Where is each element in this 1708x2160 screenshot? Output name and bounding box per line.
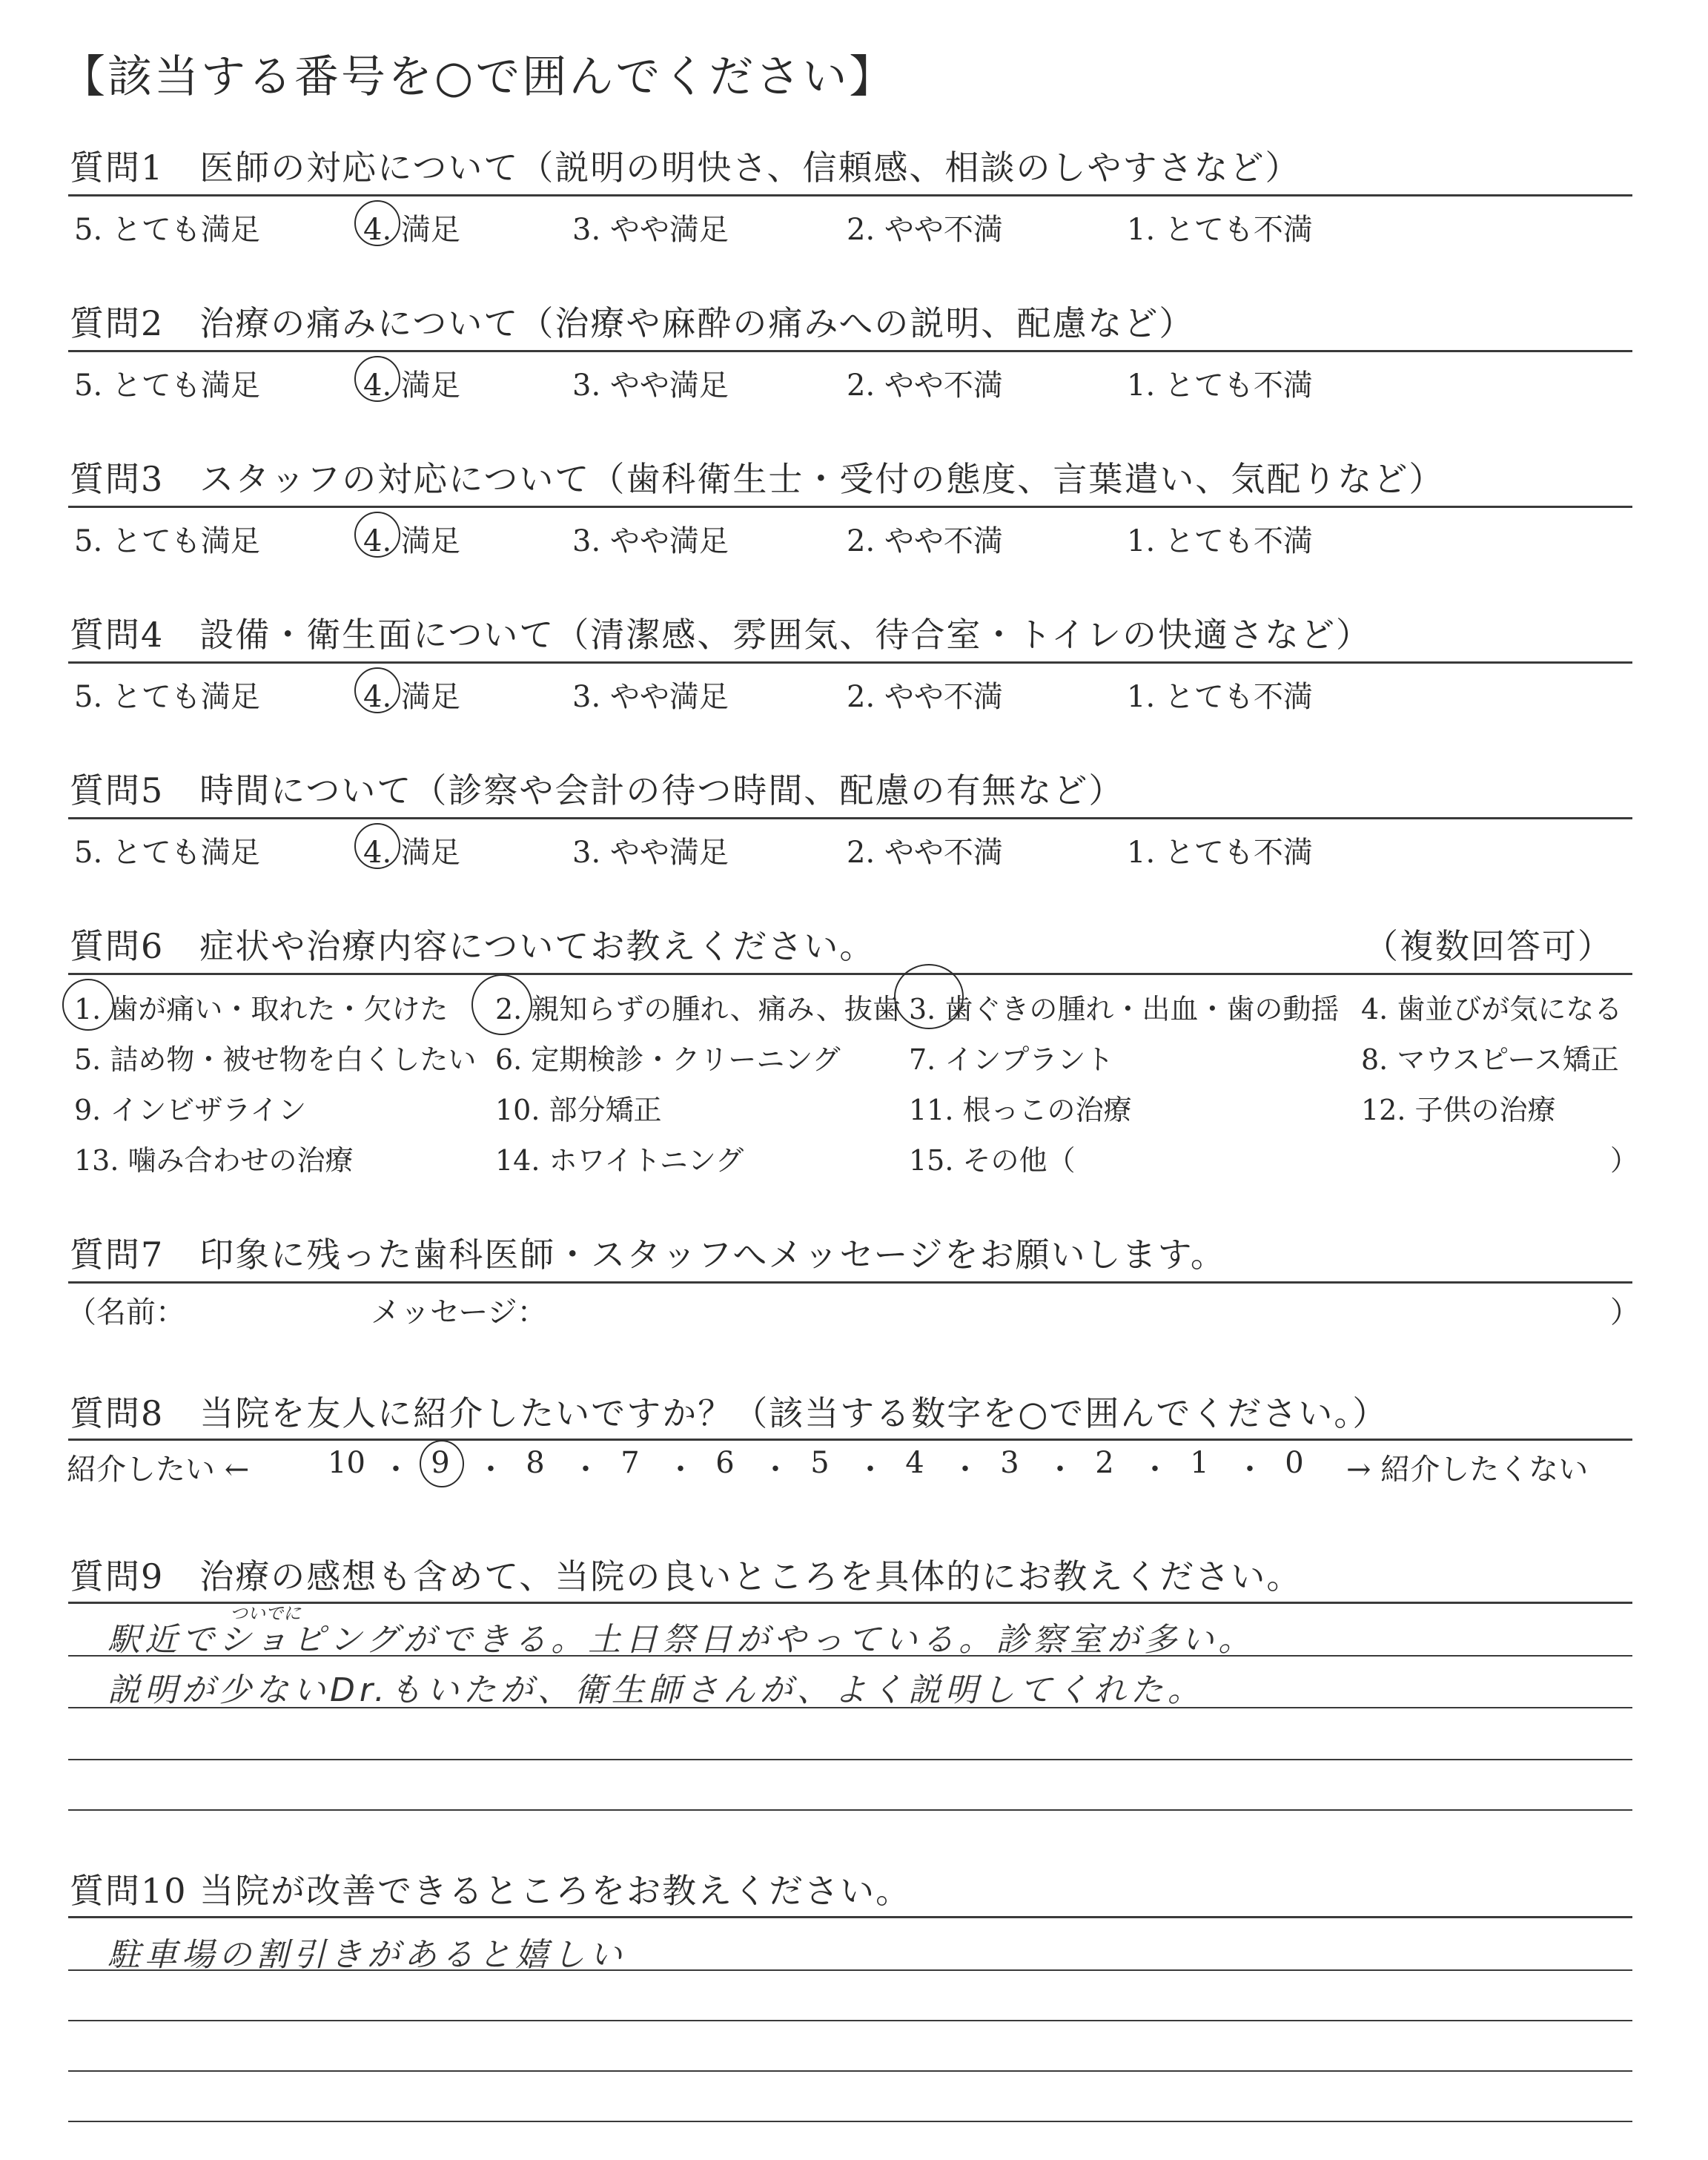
question-10-title: 質問10 当院が改善できるところをお教えください。: [70, 1871, 912, 1911]
q1-option-4[interactable]: 4. 満足: [363, 213, 460, 247]
q10-line-4: [68, 2070, 1632, 2072]
q1-option-3[interactable]: 3. やや満足: [572, 213, 729, 247]
question-2-rule: [68, 350, 1632, 352]
q6-other-close: ）: [1610, 1144, 1639, 1177]
question-2-title: 質問2 治療の痛みについて（治療や麻酔の痛みへの説明、配慮など）: [70, 303, 1195, 343]
question-6-note: （複数回答可）: [1364, 926, 1613, 966]
q2-selection-circle: [354, 356, 400, 402]
q10-line-3: [68, 2020, 1632, 2021]
q8-scale-1[interactable]: 1: [1190, 1446, 1209, 1480]
q4-option-4[interactable]: 4. 満足: [363, 680, 460, 714]
q8-separator-dot: ・: [855, 1453, 885, 1487]
q8-separator-dot: ・: [381, 1453, 411, 1487]
q6-option-12[interactable]: 12. 子供の治療: [1361, 1094, 1556, 1126]
q3-option-5[interactable]: 5. とても満足: [74, 524, 260, 558]
q6-option-3[interactable]: 3. 歯ぐきの腫れ・出血・歯の動揺: [909, 993, 1340, 1025]
q9-line-5: [68, 1809, 1632, 1811]
question-7-title: 質問7 印象に残った歯科医師・スタッフへメッセージをお願いします。: [70, 1235, 1226, 1275]
q1-option-5[interactable]: 5. とても満足: [74, 213, 260, 247]
q6-selection-circle-2: [471, 974, 532, 1035]
question-5-title: 質問5 時間について（診察や会計の待つ時間、配慮の有無など）: [70, 770, 1125, 810]
q8-scale-8[interactable]: 8: [526, 1446, 545, 1480]
q8-selection-circle: [420, 1440, 464, 1487]
q6-option-14[interactable]: 14. ホワイトニング: [495, 1144, 744, 1177]
q10-line-1: [68, 1916, 1632, 1918]
q2-option-3[interactable]: 3. やや満足: [572, 369, 729, 403]
q6-option-15[interactable]: 15. その他（: [909, 1144, 1076, 1177]
q8-scale-9[interactable]: 9: [431, 1446, 450, 1480]
question-7-rule: [68, 1281, 1632, 1284]
q1-option-2[interactable]: 2. やや不満: [847, 213, 1003, 247]
q9-handwritten-answer-1: 駅近でショピングができる。土日祭日がやっている。診察室が多い。: [107, 1621, 1256, 1659]
q3-option-2[interactable]: 2. やや不満: [847, 524, 1003, 558]
q9-line-4: [68, 1759, 1632, 1760]
q8-scale-6[interactable]: 6: [715, 1446, 735, 1480]
q6-option-9[interactable]: 9. インビザライン: [74, 1094, 307, 1126]
q8-scale-4[interactable]: 4: [905, 1446, 924, 1480]
question-1-title: 質問1 医師の対応について（説明の明快さ、信頼感、相談のしやすさなど）: [70, 148, 1301, 188]
question-9-title: 質問9 治療の感想も含めて、当院の良いところを具体的にお教えください。: [70, 1556, 1302, 1596]
q6-option-13[interactable]: 13. 噛み合わせの治療: [74, 1144, 354, 1177]
q6-option-1[interactable]: 1. 歯が痛い・取れた・欠けた: [74, 993, 448, 1025]
q8-right-label: → 紹介したくない: [1346, 1453, 1589, 1487]
q8-separator-dot: ・: [1140, 1453, 1170, 1487]
q7-close: ）: [1610, 1295, 1640, 1330]
q5-option-4[interactable]: 4. 満足: [363, 836, 460, 870]
question-3-rule: [68, 506, 1632, 508]
q9-line-1: [68, 1602, 1632, 1604]
q3-option-3[interactable]: 3. やや満足: [572, 524, 729, 558]
q2-option-5[interactable]: 5. とても満足: [74, 369, 260, 403]
q8-scale-5[interactable]: 5: [810, 1446, 830, 1480]
q10-line-5: [68, 2121, 1632, 2122]
q6-selection-circle-1: [62, 979, 114, 1031]
q8-separator-dot: ・: [666, 1453, 695, 1487]
q8-scale-3[interactable]: 3: [1000, 1446, 1019, 1480]
q8-left-label: 紹介したい ←: [67, 1453, 250, 1487]
q8-separator-dot: ・: [761, 1453, 790, 1487]
q6-option-7[interactable]: 7. インプラント: [909, 1043, 1114, 1076]
q2-option-2[interactable]: 2. やや不満: [847, 369, 1003, 403]
q6-option-5[interactable]: 5. 詰め物・被せ物を白くしたい: [74, 1043, 477, 1076]
q6-option-4[interactable]: 4. 歯並びが気になる: [1361, 993, 1623, 1025]
question-8-rule: [68, 1439, 1632, 1441]
q3-option-1[interactable]: 1. とても不満: [1127, 524, 1313, 558]
question-3-title: 質問3 スタッフの対応について（歯科衛生士・受付の態度、言葉遣い、気配りなど）: [70, 459, 1445, 499]
q7-name-label: （名前：: [67, 1295, 185, 1330]
q6-option-8[interactable]: 8. マウスピース矯正: [1361, 1043, 1619, 1076]
question-8-title: 質問8 当院を友人に紹介したいですか？（該当する数字を○で囲んでください。）: [70, 1393, 1388, 1433]
q8-scale-10[interactable]: 10: [328, 1446, 365, 1480]
q4-option-3[interactable]: 3. やや満足: [572, 680, 729, 714]
q8-scale-7[interactable]: 7: [620, 1446, 640, 1480]
q6-option-11[interactable]: 11. 根っこの治療: [909, 1094, 1132, 1126]
q8-separator-dot: ・: [1235, 1453, 1265, 1487]
q2-option-1[interactable]: 1. とても不満: [1127, 369, 1313, 403]
q9-handwritten-insert: ついでに: [230, 1603, 301, 1624]
q1-selection-circle: [354, 200, 400, 246]
q5-option-5[interactable]: 5. とても満足: [74, 836, 260, 870]
q3-selection-circle: [354, 512, 400, 558]
q8-separator-dot: ・: [476, 1453, 506, 1487]
q5-selection-circle: [354, 823, 400, 869]
question-4-rule: [68, 661, 1632, 664]
q8-scale-2[interactable]: 2: [1095, 1446, 1114, 1480]
q4-selection-circle: [354, 667, 400, 713]
q3-option-4[interactable]: 4. 満足: [363, 524, 460, 558]
q8-separator-dot: ・: [950, 1453, 980, 1487]
q10-handwritten-answer-1: 駐車場の割引きがあると嬉しい: [107, 1936, 626, 1974]
q7-message-label: メッセージ：: [371, 1295, 547, 1330]
q4-option-1[interactable]: 1. とても不満: [1127, 680, 1313, 714]
question-4-title: 質問4 設備・衛生面について（清潔感、雰囲気、待合室・トイレの快適さなど）: [70, 615, 1372, 655]
q6-selection-circle-3: [894, 964, 964, 1029]
q6-option-10[interactable]: 10. 部分矯正: [495, 1094, 662, 1126]
q6-option-2[interactable]: 2. 親知らずの腫れ、痛み、抜歯: [495, 993, 901, 1025]
q1-option-1[interactable]: 1. とても不満: [1127, 213, 1313, 247]
question-6-rule: [68, 973, 1632, 975]
q5-option-1[interactable]: 1. とても不満: [1127, 836, 1313, 870]
q4-option-2[interactable]: 2. やや不満: [847, 680, 1003, 714]
q5-option-2[interactable]: 2. やや不満: [847, 836, 1003, 870]
question-5-rule: [68, 817, 1632, 819]
q9-handwritten-answer-2: 説明が少ないDr.もいたが、衛生師さんが、よく説明してくれた。: [107, 1671, 1205, 1709]
q5-option-3[interactable]: 3. やや満足: [572, 836, 729, 870]
form-header: 【該当する番号を○で囲んでください】: [61, 51, 896, 103]
question-6-title: 質問6 症状や治療内容についてお教えください。: [70, 926, 875, 966]
q2-option-4[interactable]: 4. 満足: [363, 369, 460, 403]
q8-scale-0[interactable]: 0: [1285, 1446, 1304, 1480]
q6-option-6[interactable]: 6. 定期検診・クリーニング: [495, 1043, 841, 1076]
q8-separator-dot: ・: [571, 1453, 600, 1487]
q8-separator-dot: ・: [1045, 1453, 1075, 1487]
q4-option-5[interactable]: 5. とても満足: [74, 680, 260, 714]
question-1-rule: [68, 194, 1632, 196]
